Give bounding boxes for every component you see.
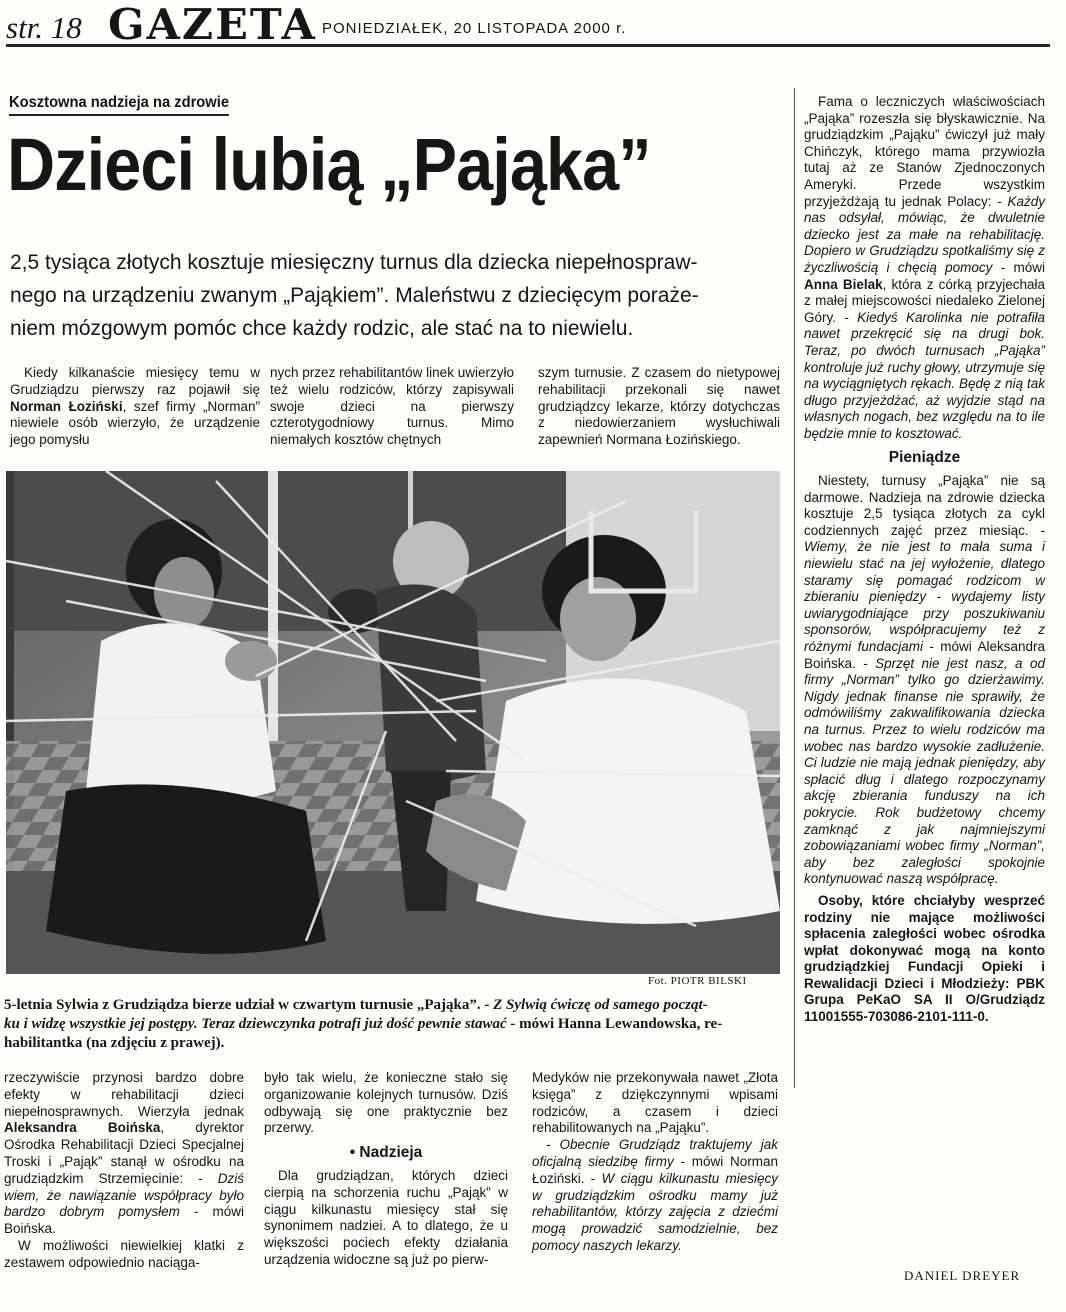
page-number: str. 18 (6, 10, 82, 45)
caption-text: 5-letnia Sylwia z Grudziądza bierze udział w czwartym turnusie „Pająka”. - (4, 997, 494, 1013)
body-column-2 (270, 365, 514, 449)
person-name: Aleksandra Boińska (4, 1120, 161, 1136)
column-divider (794, 88, 795, 1088)
caption-quote: ku i widzę wszystkie jej postępy. Teraz dziewczynka potrafi już dość pewnie stawać (4, 1016, 507, 1032)
body-text: - mówi Aleksandra Boińska. - (804, 639, 1046, 671)
body-text: szym turnusie. Z czasem do nietypowej rehabilitacji przekonali się nawet grudziądzcy lekarze, którzy dotychczas z niedowierzaniem wysłuchiwali zapewnień Normana Łozińskiego. (538, 365, 780, 448)
body-text: - mówi (992, 259, 1045, 275)
quote-text: W ciągu kilkunastu miesięcy w grudziądzkim ośrodku mamy już rehabilitantów, którzy zajęcia z dziećmi mogą prowadzić samodzielnie, bez pomocy naszych lekarzy. (532, 1170, 778, 1253)
quote-text: Dziś wiem, że nawiązanie współpracy było bardzo dobrym pomysłem (4, 1170, 244, 1220)
donation-info: Osoby, które chciałyby wesprzeć rodziny nie mające możliwości spłacenia zaległości wobec ośrodka wpłat dokonywać mogą na konto grudziądzkiej Fundacji Opieki i Rewalidacji Dzieci i Młodzieży: PBK Grupa PeKaO SA II O/Grudziądz 11001555-703086-2101-111-0. (804, 892, 1045, 1025)
body-column-bottom-2 (264, 1070, 508, 1269)
body-text: - mówi Norman Łoziński. - (532, 1153, 778, 1186)
body-text: Niestety, turnusy „Pająka” nie są darmowe. Nadzieja na zdrowie dziecka kosztuje 2,5 tysiąca złotych za cykl codziennych zajęć przez miesiąc. - (804, 473, 1045, 538)
person-name: Norman Łoziński (10, 398, 123, 414)
lead-line: 2,5 tysiąca złotych kosztuje miesięczny turnus dla dziecka niepełnospraw- (10, 251, 698, 274)
caption-quote: Z Sylwią ćwiczę od samego począt- (493, 997, 708, 1013)
person-name: Anna Bielak (804, 276, 883, 292)
body-text: , która z córką przyjechała z małej miejscowości niedaleko Zielonej Góry. - (804, 276, 1046, 325)
body-text: Dla grudziądzan, których dzieci cierpią na schorzenia ruchu „Pająk” w ciągu kilkunastu miesięcy stał się synonimem nadziei. A to dlatego, że u większości pociech efekty działania urządzenia widoczne są już po pierw- (264, 1167, 508, 1267)
issue-date: PONIEDZIAŁEK, 20 LISTOPADA 2000 r. (322, 20, 627, 37)
article-headline: Dzieci lubią „Pająka” (7, 123, 651, 206)
body-column-right (804, 94, 1045, 1026)
body-text: Fama o leczniczych właściwościach „Pająka” rozeszła się błyskawicznie. Na grudziądzkim „Pająku” ćwiczył już mały Chińczyk, którego mama przywiozła tutaj aż ze Stanów Zjednoczonych Ameryki. Przede wszystkim przyjeżdżają tu jednak Polacy: - (804, 94, 1045, 209)
photo-caption-line (4, 1015, 782, 1035)
masthead-rule (6, 44, 1050, 47)
quote-text: - Obecnie Grudziądz traktujemy jak oficjalną siedzibę firmy (532, 1137, 778, 1169)
quote-text: Każdy nas odsyłał, mówiąc, że dwuletnie dziecko jest za małe na rehabilitację. Dopiero w Grudziądzu spotkaliśmy się z życzliwością i chęcią pomocy (804, 193, 1045, 275)
body-text: , dyrektor Ośrodka Rehabilitacji Dzieci Specjalnej Troski i „Pająk” stanął w ośrodku na grudziądzkim Strzemięcinie: - (4, 1120, 244, 1186)
quote-text: Kiedyś Karolinka nie potrafiła nawet przekręcić się na drugi bok. Teraz, po dwóch turnusach „Pająka” kontroluje już ruchy głowy, utrzymuje się na wyciągniętych rękach. Będę z nią tak długo przyjeżdżać, aż wyjdzie stąd na własnych nogach, bez względu na to ile będzie mnie to kosztować. (804, 309, 1045, 441)
body-text: W możliwości niewielkiej klatki z zestawem odpowiednio naciąga- (4, 1237, 244, 1270)
caption-text: - mówi Hanna Lewandowska, re- (506, 1016, 723, 1032)
caption-text: habilitantka (na zdjęciu z prawej). (4, 1035, 225, 1051)
body-column-3 (538, 365, 780, 449)
body-column-bottom-3 (532, 1070, 778, 1255)
article-photo (6, 471, 780, 974)
body-text: - mówi Boińska. (4, 1204, 244, 1237)
newspaper-title: GAZETA (108, 0, 317, 49)
body-text: , szef firmy „Norman” niewiele osób wierzyło, że urządzenie jego pomysłu (10, 398, 261, 448)
body-text: nych przez rehabilitantów linek uwierzyło też wielu rodziców, którzy zapisywali swoje dzieci na pierwszy czterotygodniowy turnus. Mimo niemałych kosztów chętnych (270, 365, 514, 448)
photo-caption-line (4, 1034, 782, 1054)
lead-line: nego na urządzeniu zwanym „Pająkiem”. Maleństwu z dziecięcym poraże- (10, 284, 699, 307)
body-text: Medyków nie przekonywała nawet „Złota księga” z dziękczynnymi wpisami rodziców, a czasem i dzieci rehabilitowanych na „Pająku”. (532, 1070, 778, 1136)
body-text: rzeczywiście przynosi bardzo dobre efekty w rehabilitacji dzieci niepełnosprawnych. Wierzyła jednak (4, 1070, 244, 1119)
rehabilitation-photo (6, 471, 780, 974)
quote-text: Wiemy, że nie jest to mała suma i niewielu stać na jej wyłożenie, dlatego staramy się pomagać rodzicom w zbieraniu pieniędzy - wydajemy listy uwiarygodniające przy poszukiwaniu sponsorów, współpracujemy też z różnymi fundacjami (804, 539, 1045, 654)
article-kicker: Kosztowna nadzieja na zdrowie (9, 94, 229, 116)
lead-line: niem mózgowym pomóc chce każdy rodzic, ale stać na to niewielu. (10, 317, 634, 340)
body-text: było tak wielu, że konieczne stało się organizowanie kolejnych turnusów. Dziś odbywają się one praktycznie bez przerwy. (264, 1070, 508, 1136)
photo-caption-line (4, 996, 782, 1016)
author-signature: DANIEL DREYER (904, 1268, 1021, 1283)
subheading-money: Pieniądze (888, 449, 961, 467)
body-column-bottom-1 (4, 1070, 244, 1272)
subheading-hope: • Nadzieja (349, 1144, 423, 1162)
quote-text: Sprzęt nie jest nasz, a od firmy „Norman” tylko go dzierżawimy. Nigdy jednak finanse nie sprawiły, że odmówiliśmy zakwalifikowania dziecka na turnus. Przez to wielu rodziców ma wobec nas bardzo wysokie zadłużenie. Ci ludzie nie mają jednak pieniędzy, aby spłacić dług i dlatego rozpoczynamy akcję zbierania funduszy na ich pokrycie. Rok budżetowy chcemy zamknąć z jak najmniejszymi zobowiązaniami wobec firmy „Norman”, aby bez zaległości spokojnie kontynuować naszą współpracę. (804, 655, 1045, 887)
body-column-1 (10, 365, 260, 449)
photo-credit: Fot. PIOTR BILSKI (648, 975, 747, 987)
body-text: Kiedy kilkanaście miesięcy temu w Grudziądzu pierwszy raz pojawił się (10, 365, 260, 397)
